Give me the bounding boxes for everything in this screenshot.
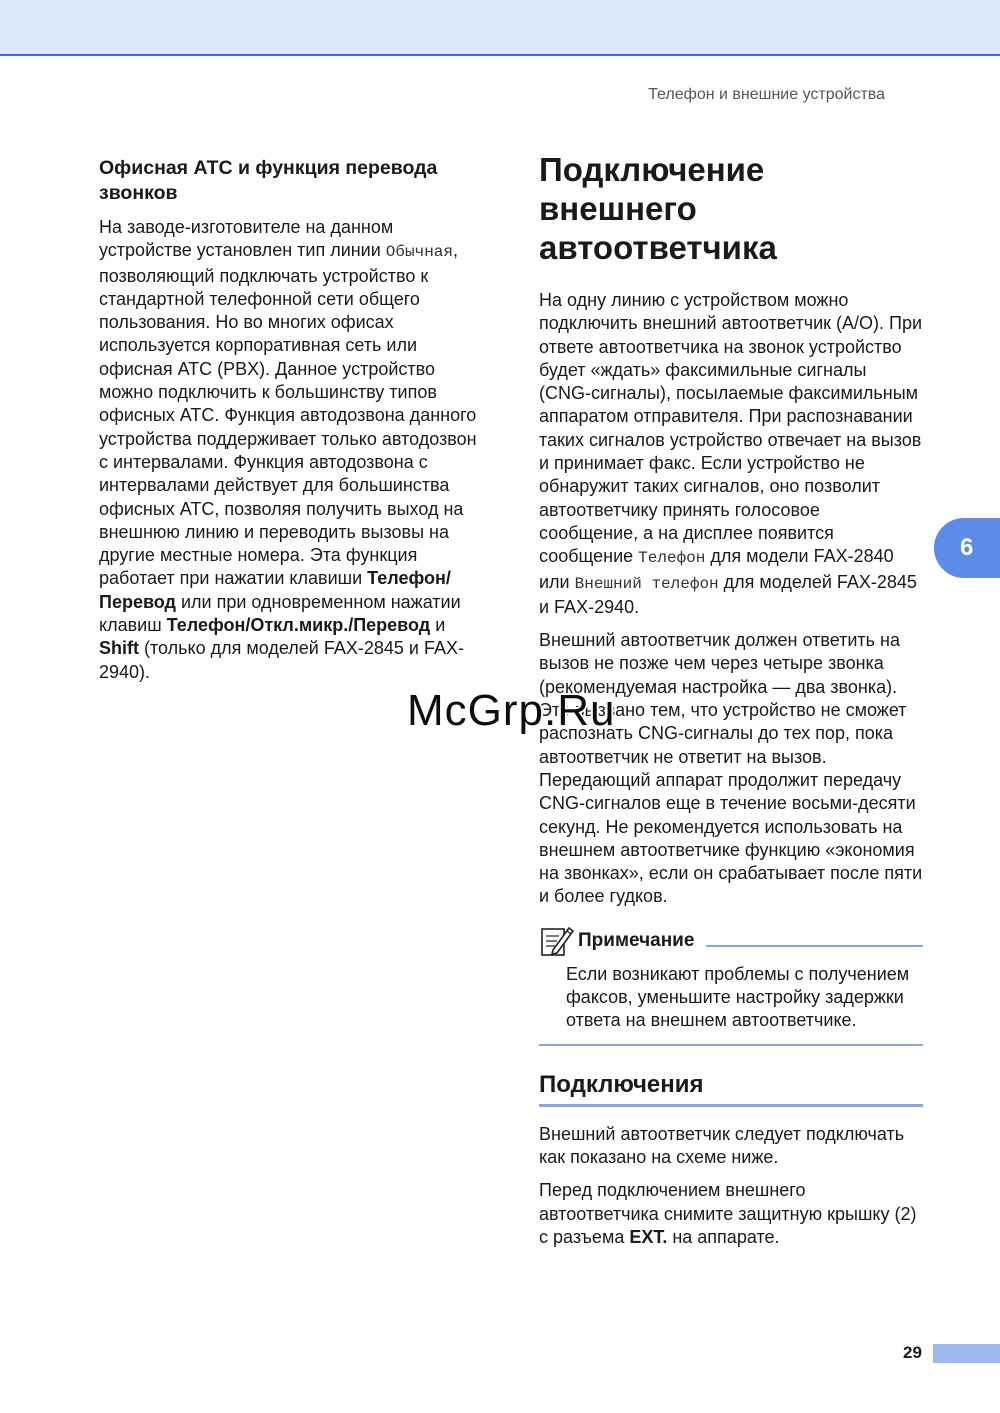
chapter-section-title: Подключение внешнего автоответчика	[539, 151, 777, 266]
text-run: (только для моделей FAX-2845 и FAX-2940).	[99, 638, 464, 682]
rings-paragraph: Внешний автоответчик должен ответить на вызов не позже чем через четыре звонка (рекомендуемая настройка — два звонка). Это вызвано тем, что устройство не сможет распознать CNG-сигналы до тех пор, пока автоответчик не ответит на вызов. Передающий аппарат продолжит передачу CNG-сигналов еще в течение восьми-десяти секунд. Не рекомендуется использовать на внешнем автоответчике функцию «экономия на звонках», если он срабатывает после пяти и более гудков.	[539, 630, 923, 907]
port-name: EXT.	[629, 1226, 668, 1247]
note-rule	[706, 945, 923, 947]
key-name: Телефон/Перевод	[99, 568, 451, 612]
note-title: Примечание	[578, 929, 695, 951]
top-band	[0, 0, 1000, 56]
text-run: На заводе-изготовителе на данном устройстве установлен тип линии	[99, 217, 394, 261]
key-name: Shift	[99, 638, 139, 659]
left-column	[99, 156, 481, 694]
text-run: для моделей FAX-2845 и FAX-2940.	[539, 571, 917, 617]
text-run: для модели FAX-2840 или	[539, 546, 894, 592]
text-run: и	[430, 615, 446, 636]
chapter-tab	[934, 518, 1000, 578]
note-bottom-rule	[539, 1044, 923, 1046]
page-number: 29	[903, 1343, 922, 1362]
note-box	[539, 923, 923, 1046]
text-run: Перед подключением внешнего автоответчика снимите защитную крышку (2) с разъема	[539, 1180, 917, 1247]
intro-paragraph	[539, 289, 923, 619]
cover-paragraph	[539, 1179, 923, 1249]
note-pencil-icon	[539, 923, 575, 959]
pbx-paragraph	[99, 216, 481, 684]
text-run: или при одновременном нажатии клавиш	[99, 591, 461, 636]
note-body: Если возникают проблемы с получением факсов, уменьшите настройку задержки ответа на внешнем автоответчике.	[566, 963, 910, 1031]
section-heading-pbx: Офисная АТС и функция перевода звонков	[99, 157, 438, 204]
line-type-value: Обычная	[385, 243, 454, 262]
watermark: McGrp.Ru	[407, 686, 616, 735]
display-message: Внешний телефон	[574, 574, 719, 593]
text-run: на аппарате.	[667, 1226, 780, 1247]
connections-paragraph: Внешний автоответчик следует подключать как показано на схеме ниже.	[539, 1123, 905, 1167]
subsection-heading-connections: Подключения	[539, 1070, 923, 1107]
note-header	[539, 923, 923, 959]
key-name: Телефон/Откл.микр./Перевод	[166, 615, 431, 636]
page-band	[933, 1344, 1000, 1363]
display-message: Телефон	[638, 549, 706, 568]
running-header: Телефон и внешние устройства	[648, 86, 885, 103]
text-run: , позволяющий подключать устройство к стандартной телефонной сети общего пользования. Но во многих офисах используется корпоративная сеть или офисная АТС (PBX). Данное устройство можно подключить к большинству типов офисных АТС. Функция автодозвона данного устройства поддерживает только автодозвон с интервалами. Функция автодозвона с интервалами действует для большинства офисных АТС, позволяя получить выход на внешнюю линию и переводить вызовы на другие местные номера. Эта функция работает при нажатии клавиши	[99, 240, 477, 589]
text-run: На одну линию с устройством можно подключить внешний автоответчик (A/O). При ответе автоответчика на звонок устройство будет «ждать» факсимильные сигналы (CNG-сигналы), посылаемые факсимильным аппаратом отправителя. При распознавании таких сигналов устройство отвечает на вызов и принимает факс. Если устройство не обнаружит таких сигналов, оно позволит автоответчику принять голосовое сообщение, а на дисплее появится сообщение	[539, 290, 923, 567]
chapter-number: 6	[960, 534, 974, 561]
